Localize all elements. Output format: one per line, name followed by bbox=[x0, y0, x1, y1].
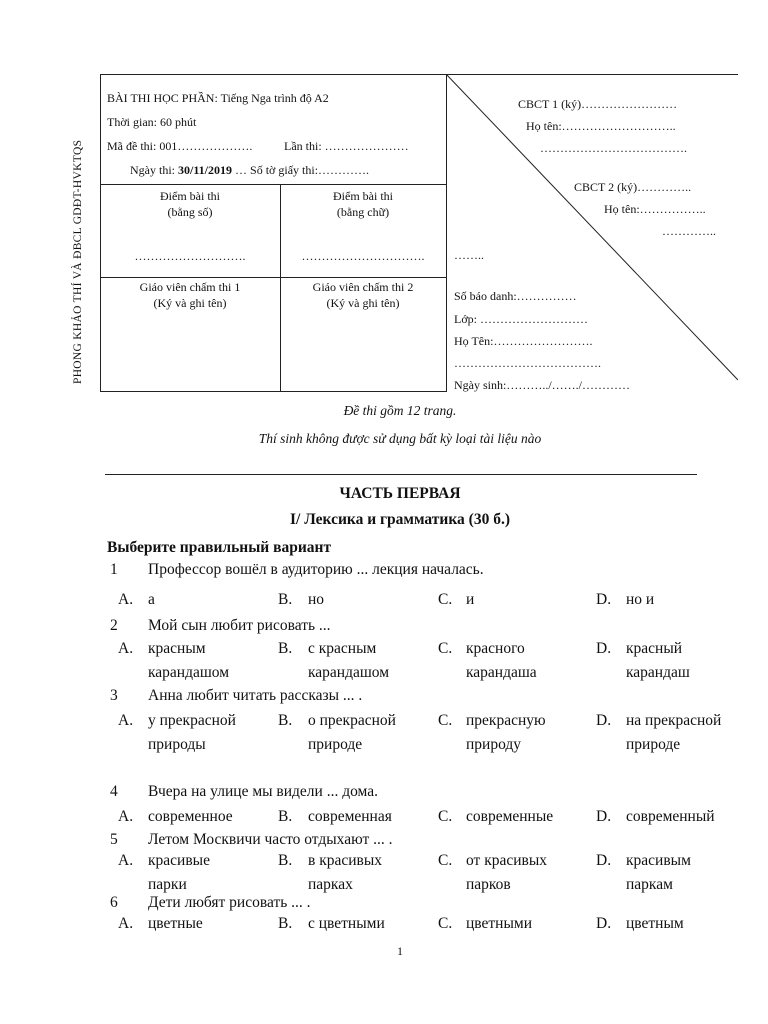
option-text: но bbox=[308, 591, 325, 608]
score-text-label: Điểm bài thi bbox=[333, 189, 393, 203]
option-letter: D. bbox=[596, 915, 612, 932]
score-number-sub: (bằng số) bbox=[167, 205, 213, 219]
question-number: 2 bbox=[110, 617, 118, 634]
question-number: 1 bbox=[110, 561, 118, 578]
option-text: с цветными bbox=[308, 915, 385, 932]
option-letter: B. bbox=[278, 915, 293, 932]
exam-code: Mã đề thi: 001………………. bbox=[107, 139, 253, 153]
option-letter: C. bbox=[438, 808, 453, 825]
option-letter: A. bbox=[118, 852, 134, 869]
question-text: Анна любит читать рассказы ... . bbox=[148, 687, 363, 704]
student-name: Họ Tên:……………………. bbox=[454, 334, 593, 348]
grader1-sub: (Ký và ghi tên) bbox=[153, 296, 227, 310]
proctor1-dots: ………………………………. bbox=[540, 141, 687, 155]
exam-title: BÀI THI HỌC PHẦN: Tiếng Nga trình độ A2 bbox=[107, 91, 329, 105]
exam-duration: Thời gian: 60 phút bbox=[107, 115, 197, 129]
proctor2-name: Họ tên:…………….. bbox=[604, 202, 706, 216]
grader2-sub: (Ký và ghi tên) bbox=[326, 296, 400, 310]
option-letter: C. bbox=[438, 712, 453, 729]
option-letter: A. bbox=[118, 808, 134, 825]
option-text: красивые парки bbox=[148, 852, 210, 893]
exam-date-label: Ngày thi: bbox=[130, 163, 178, 177]
option-letter: B. bbox=[278, 591, 293, 608]
question-text: Дети любят рисовать ... . bbox=[148, 894, 311, 911]
divider bbox=[100, 277, 446, 278]
option-text: цветным bbox=[626, 915, 684, 932]
question-text: Мой сын любит рисовать ... bbox=[148, 617, 331, 634]
option-text: современное bbox=[148, 808, 233, 825]
option-text: о прекрасной природе bbox=[308, 712, 396, 753]
question-number: 4 bbox=[110, 783, 118, 800]
option-letter: D. bbox=[596, 712, 612, 729]
option-letter: A. bbox=[118, 591, 134, 608]
option-text: современная bbox=[308, 808, 392, 825]
option-letter: D. bbox=[596, 852, 612, 869]
score-text-sub: (bằng chữ) bbox=[336, 205, 390, 219]
option-text: красным карандашом bbox=[148, 640, 230, 681]
option-text: но и bbox=[626, 591, 655, 608]
exam-sheets: … Số tờ giấy thi:…………. bbox=[232, 163, 370, 177]
student-name-dots: ………………………………. bbox=[454, 356, 601, 370]
student-dob: Ngày sinh:………../……./………… bbox=[454, 378, 630, 392]
option-text: и bbox=[466, 591, 475, 608]
question-text: Летом Москвичи часто отдыхают ... . bbox=[148, 831, 393, 848]
no-documents-note: Thí sinh không được sử dụng bất kỳ loại tài liệu nào bbox=[258, 431, 542, 446]
exam-attempt: Lần thi: ………………… bbox=[284, 139, 409, 153]
option-letter: B. bbox=[278, 852, 293, 869]
option-text: современный bbox=[626, 808, 715, 825]
proctor1-name: Họ tên:……………………….. bbox=[526, 119, 676, 133]
score-number-field: ………………………. bbox=[134, 249, 246, 263]
option-letter: C. bbox=[438, 915, 453, 932]
score-text-field: …………………………. bbox=[301, 249, 425, 263]
proctor2-sign: CBCT 2 (ký)………….. bbox=[574, 180, 692, 194]
grader1-label: Giáo viên chấm thi 1 bbox=[139, 280, 241, 294]
option-letter: C. bbox=[438, 591, 453, 608]
option-letter: B. bbox=[278, 640, 293, 657]
option-letter: B. bbox=[278, 808, 293, 825]
question-number: 5 bbox=[110, 831, 118, 848]
question-text: Вчера на улице мы видели ... дома. bbox=[148, 783, 379, 800]
page-count-note: Đề thi gồm 12 trang. bbox=[343, 403, 457, 418]
option-text: современные bbox=[466, 808, 554, 825]
question-number: 3 bbox=[110, 687, 118, 704]
question-text: Профессор вошёл в аудиторию ... лекция началась. bbox=[148, 561, 484, 578]
side-label-text: PHONG KHẢO THÍ VÀ ĐBCL GDĐT-HVKTQS bbox=[72, 139, 84, 384]
part-title: ЧАСТЬ ПЕРВАЯ bbox=[339, 485, 461, 502]
option-text: цветные bbox=[148, 915, 203, 932]
student-dots: …….. bbox=[454, 248, 484, 262]
question-number: 6 bbox=[110, 894, 118, 911]
section-divider bbox=[105, 474, 697, 475]
option-text: прекрасную природу bbox=[466, 712, 546, 753]
option-letter: D. bbox=[596, 591, 612, 608]
divider bbox=[100, 184, 446, 185]
student-class: Lớp: ……………………… bbox=[454, 312, 589, 326]
option-text: от красивых парков bbox=[466, 852, 548, 893]
option-letter: A. bbox=[118, 915, 134, 932]
grader2-label: Giáo viên chấm thi 2 bbox=[312, 280, 414, 294]
proctor1-sign: CBCT 1 (ký)…………………… bbox=[518, 97, 678, 111]
option-letter: C. bbox=[438, 852, 453, 869]
exam-date-line bbox=[130, 162, 369, 178]
exam-date-value: 30/11/2019 bbox=[178, 163, 233, 177]
option-letter: B. bbox=[278, 712, 293, 729]
option-text: а bbox=[148, 591, 155, 608]
option-text: на прекрасной природе bbox=[626, 712, 722, 753]
option-text: красного карандаша bbox=[466, 640, 537, 681]
proctor2-dots: ………….. bbox=[662, 224, 716, 238]
score-number-label: Điểm bài thi bbox=[160, 189, 220, 203]
option-text: красивым паркам bbox=[626, 852, 691, 893]
option-text: с красным карандашом bbox=[308, 640, 390, 681]
option-text: в красивых парках bbox=[308, 852, 383, 893]
option-letter: A. bbox=[118, 712, 134, 729]
option-letter: D. bbox=[596, 640, 612, 657]
instruction: Выберите правильный вариант bbox=[107, 539, 332, 556]
option-text: у прекрасной природы bbox=[148, 712, 236, 753]
option-letter: A. bbox=[118, 640, 134, 657]
option-text: цветными bbox=[466, 915, 532, 932]
option-text: красный карандаш bbox=[626, 640, 690, 681]
option-letter: C. bbox=[438, 640, 453, 657]
page-number: 1 bbox=[397, 944, 403, 958]
option-letter: D. bbox=[596, 808, 612, 825]
student-id: Số báo danh:…………… bbox=[454, 289, 577, 303]
section-title: I/ Лексика и грамматика (30 б.) bbox=[290, 511, 510, 528]
